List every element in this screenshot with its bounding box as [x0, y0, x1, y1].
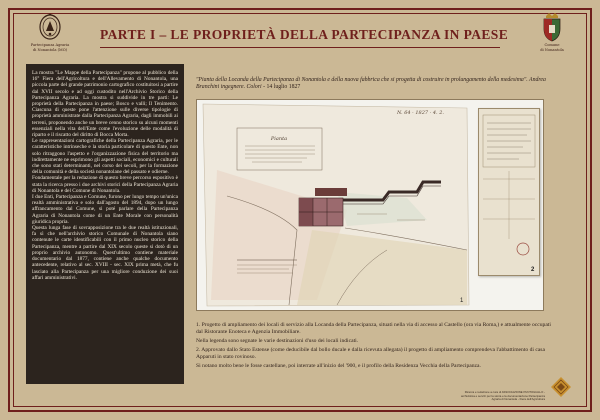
title-divider [100, 47, 500, 48]
map-archive-number: N. 64 · 1827 · 4. 2. [397, 110, 444, 116]
figure-1-label: 1 [460, 298, 464, 304]
comune-logo [524, 12, 580, 52]
figure-caption-date: - 14 luglio 1827 [261, 84, 301, 90]
figure-caption [196, 77, 556, 91]
page-title: PARTE I – LE PROPRIETÀ DELLA PARTECIPANZA IN PAESE [100, 27, 509, 42]
partecipanza-logo [22, 12, 78, 52]
approval-document-image [478, 108, 540, 276]
intro-text-panel [26, 64, 184, 384]
intro-paragraph: La mostra "Le Mappe della Partecipanza" propone al pubblico della 16° Fiera dell'Agricoltura e dell'Allevamento di Nonantola, una piccola parte del grande patrimonio cartografico costituitosi a partire dal XVII secolo e ad oggi custodito nell'Archivio Storico della Partecipanza Agraria. La mostra si suddivide in tre parti: Le proprietà della Partecipanza in paese; Bosco e valli; Il Tenimento. Ciascuna di queste pone l'attenzione sulle diverse tipologie di proprietà amministrate dalla Partecipanza Agraria, dagli immobili ai terreni, proponendo anche un breve cenno storico su alcuni momenti essenziali nella vita dell'Ente come l'evoluzione delle modalità di riparto e il riscatto del diritto di Bocca Morta. [32, 70, 178, 139]
partecipanza-logo-text: Partecipanza Agraria di Nonantola (MO) [30, 43, 70, 52]
figure-caption-text: "Pianta della Locanda della Partecipanza di Nonantola e della nuova fabbrica che si progetta di costruire in prolungamento della medesima". Andrea Branchini ingegnere. Colori [196, 77, 546, 90]
coat-of-arms-icon [539, 12, 565, 42]
intro-paragraph: Questa lunga fase di sovrapposizione tra le due realtà istituzionali, fa sì che nell'archivio storico Comunale di Nonantola siano contenute le carte identificabili con il primo nucleo storico della Partecipanza, mentre a partire dal XIX secolo queste si dotò di un proprio archivio autonomo. Quest'ultimo contiene materiale documentario dal 1877, contiene anche qualche documento antecedente, relativo al sec. XVIII - sec. XIX prima metà, che fu lasciato alla Partecipanza per una migliore conduzione dei suoi affari amministrativi. [32, 225, 178, 281]
exhibition-badge-icon [550, 376, 572, 398]
caption-item: Si notano molto bene le fosse castellane, poi interrate all'inizio del '900, e il profilo della Residenza Vecchia della Partecipanza. [196, 362, 481, 369]
caption-item: Nella legenda sono segnate le varie destinazioni d'uso dei locali indicati. [196, 337, 359, 344]
comune-logo-text: Comune di Nonantola [540, 43, 564, 52]
map-inscription-title: Pianta [270, 136, 288, 142]
intro-paragraph: Le rappresentazioni cartografiche della Partecipanza Agraria, per le caratteristiche intrinseche e la storia particolare di questo Ente, non solo ritraggono l'aspetto e l'organizzazione fisica del territorio ma indirettamente ne esprimono gli aspetti sociali, economici e culturali che sono stati determinanti, nel corso dei secoli, per la formazione della comunità e della società nonantolane del passato e odierne. [32, 138, 178, 176]
footer-credits: Ricerca e redazione a cura di ASSOCIAZIONE PUNTOGIALLO - archivistica e servizi per la storia e la documentazione Partecipanza Agraria di Nonantola - Fiera dell'Agricoltura [461, 390, 545, 402]
intro-paragraph: I due Enti, Partecipanza e Comune, furono per lungo tempo un'unica realtà amministrativa e solo dall'agosto del 1894, dopo un lungo affrancamento dal Comune, si poté parlare della Partecipanza Agraria di Nonantola come di un Ente Morale con personalità giuridica propria. [32, 194, 178, 225]
partecipanza-emblem-icon [37, 12, 63, 42]
intro-paragraph: Fondamentale per la redazione di questo breve percorso espositivo è stata la ricerca presso i due archivi storici della Partecipanza Agraria di Nonantola e del Comune di Nonantola. [32, 175, 178, 194]
approval-document-drawing [479, 109, 539, 275]
figure-2-label: 2 [531, 267, 535, 273]
caption-item: 1. Progetto di ampliamento dei locali di servizio alla Locanda della Partecipanza, situati nella via di accesso al Castello (ora via Roma,) e attualmente occupati dal Ristorante Enoteca e Agenzia Immobiliare. [196, 322, 551, 335]
caption-item: 2. Approvato dallo Stato Estense (come deducibile dal bollo ducale e dalla ricevuta allegata) il progetto di ampliamento comprendeva l'abbattimento di casa Apparuti in stato rovinoso. [196, 346, 545, 360]
figure-captions [196, 322, 556, 371]
